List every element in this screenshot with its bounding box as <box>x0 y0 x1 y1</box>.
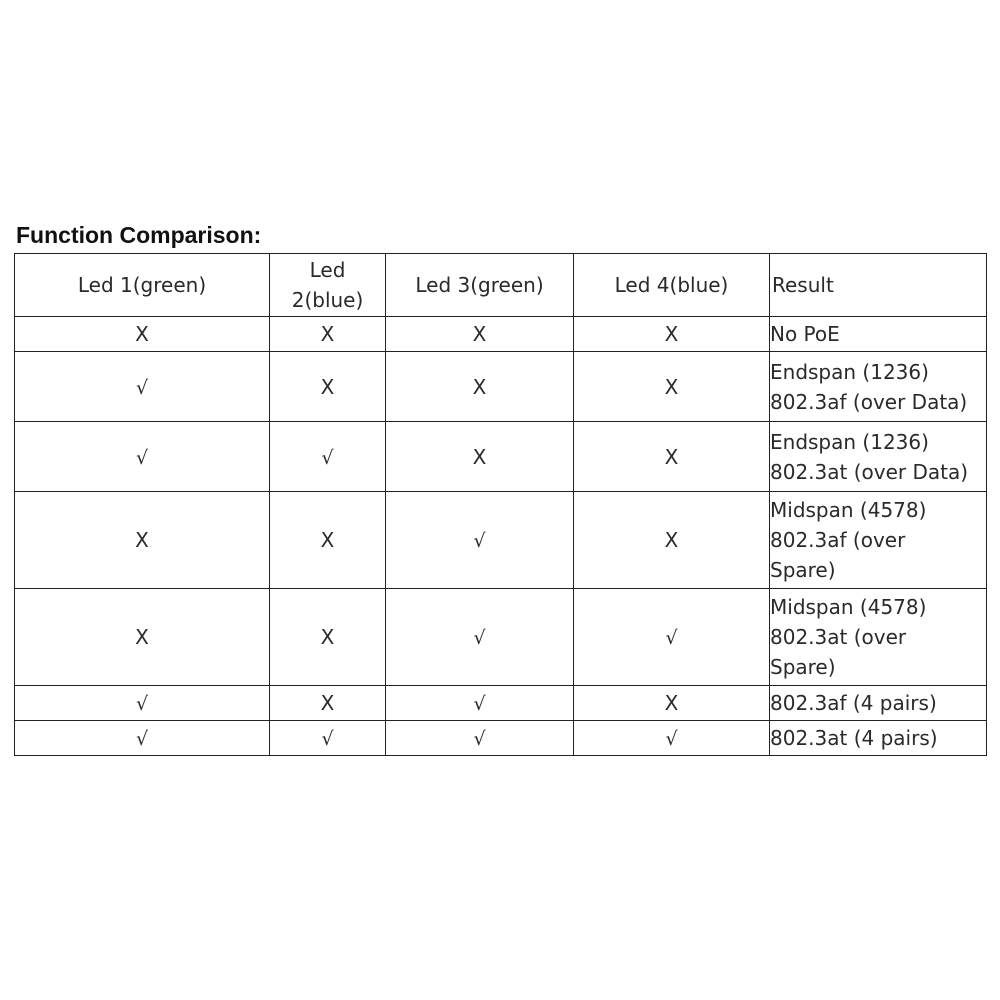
result-line: 802.3at (4 pairs) <box>770 726 938 750</box>
table-row <box>15 422 987 492</box>
cross-mark: X <box>320 374 335 399</box>
led3-cell <box>386 422 574 492</box>
table-row <box>15 721 987 756</box>
led1-cell <box>15 492 270 589</box>
cross-mark: X <box>472 322 487 346</box>
led4-cell <box>574 352 770 422</box>
cross-mark: X <box>472 374 487 399</box>
header-led2-line-2: 2(blue) <box>291 288 364 312</box>
result-line: Endspan (1236) <box>770 359 929 384</box>
table-row <box>15 317 987 352</box>
led2-cell <box>270 422 386 492</box>
check-mark: √ <box>135 376 149 399</box>
led4-cell <box>574 492 770 589</box>
led4-cell <box>574 686 770 721</box>
function-comparison-table <box>14 253 987 756</box>
check-mark: √ <box>473 627 486 649</box>
led3-cell <box>386 686 574 721</box>
result-line: No PoE <box>770 322 840 346</box>
led3-cell <box>386 589 574 686</box>
table-body <box>15 317 987 756</box>
result-line: 802.3af (over Data) <box>770 389 968 414</box>
cross-mark: X <box>135 625 149 649</box>
led4-cell <box>574 721 770 756</box>
table-row <box>15 589 987 686</box>
check-mark: √ <box>665 728 678 750</box>
header-led4: Led 4(blue) <box>574 254 770 317</box>
result-line: 802.3af (over <box>770 528 906 552</box>
check-mark: √ <box>135 728 149 750</box>
cross-mark: X <box>664 444 679 469</box>
check-mark: √ <box>135 693 149 715</box>
led2-cell <box>270 492 386 589</box>
cross-mark: X <box>472 444 487 469</box>
led1-cell <box>15 317 270 352</box>
cross-mark: X <box>320 322 335 346</box>
table-row <box>15 352 987 422</box>
led1-cell <box>15 352 270 422</box>
check-mark: √ <box>473 693 486 715</box>
led2-cell <box>270 589 386 686</box>
led2-cell <box>270 686 386 721</box>
led4-cell <box>574 589 770 686</box>
result-line: Midspan (4578) <box>770 595 927 619</box>
led3-cell <box>386 317 574 352</box>
header-led1: Led 1(green) <box>15 254 270 317</box>
led1-cell <box>15 721 270 756</box>
header-result: Result <box>770 254 987 317</box>
cross-mark: X <box>320 691 335 715</box>
result-line: 802.3at (over <box>770 625 907 649</box>
cross-mark: X <box>664 322 679 346</box>
result-cell <box>770 589 987 686</box>
table-row <box>15 686 987 721</box>
led1-cell <box>15 422 270 492</box>
cross-mark: X <box>664 374 679 399</box>
result-line: 802.3at (over Data) <box>770 459 969 484</box>
cross-mark: X <box>664 691 679 715</box>
led1-cell <box>15 686 270 721</box>
result-line: Spare) <box>770 558 836 582</box>
led3-cell <box>386 721 574 756</box>
led3-cell <box>386 492 574 589</box>
check-mark: √ <box>473 728 486 750</box>
result-cell <box>770 422 987 492</box>
table-row <box>15 492 987 589</box>
result-cell <box>770 686 987 721</box>
header-led3: Led 3(green) <box>386 254 574 317</box>
result-line: 802.3af (4 pairs) <box>770 691 937 715</box>
result-line: Midspan (4578) <box>770 498 927 522</box>
led4-cell <box>574 317 770 352</box>
cross-mark: X <box>320 625 335 649</box>
result-cell <box>770 352 987 422</box>
cross-mark: X <box>135 528 149 552</box>
check-mark: √ <box>321 446 334 469</box>
led1-cell <box>15 589 270 686</box>
table-header-row <box>15 254 987 317</box>
header-led2 <box>270 254 386 317</box>
result-line: Spare) <box>770 655 836 679</box>
led4-cell <box>574 422 770 492</box>
header-led2-line-1: Led <box>309 258 346 282</box>
check-mark: √ <box>321 728 334 750</box>
check-mark: √ <box>665 627 678 649</box>
cross-mark: X <box>320 528 335 552</box>
led2-cell <box>270 317 386 352</box>
led3-cell <box>386 352 574 422</box>
result-cell <box>770 492 987 589</box>
cross-mark: X <box>664 528 679 552</box>
led2-cell <box>270 352 386 422</box>
result-line: Endspan (1236) <box>770 429 929 454</box>
page-title: Function Comparison: <box>16 222 262 248</box>
cross-mark: X <box>135 322 149 346</box>
check-mark: √ <box>135 446 149 469</box>
check-mark: √ <box>473 530 486 552</box>
result-cell <box>770 721 987 756</box>
led2-cell <box>270 721 386 756</box>
result-cell <box>770 317 987 352</box>
